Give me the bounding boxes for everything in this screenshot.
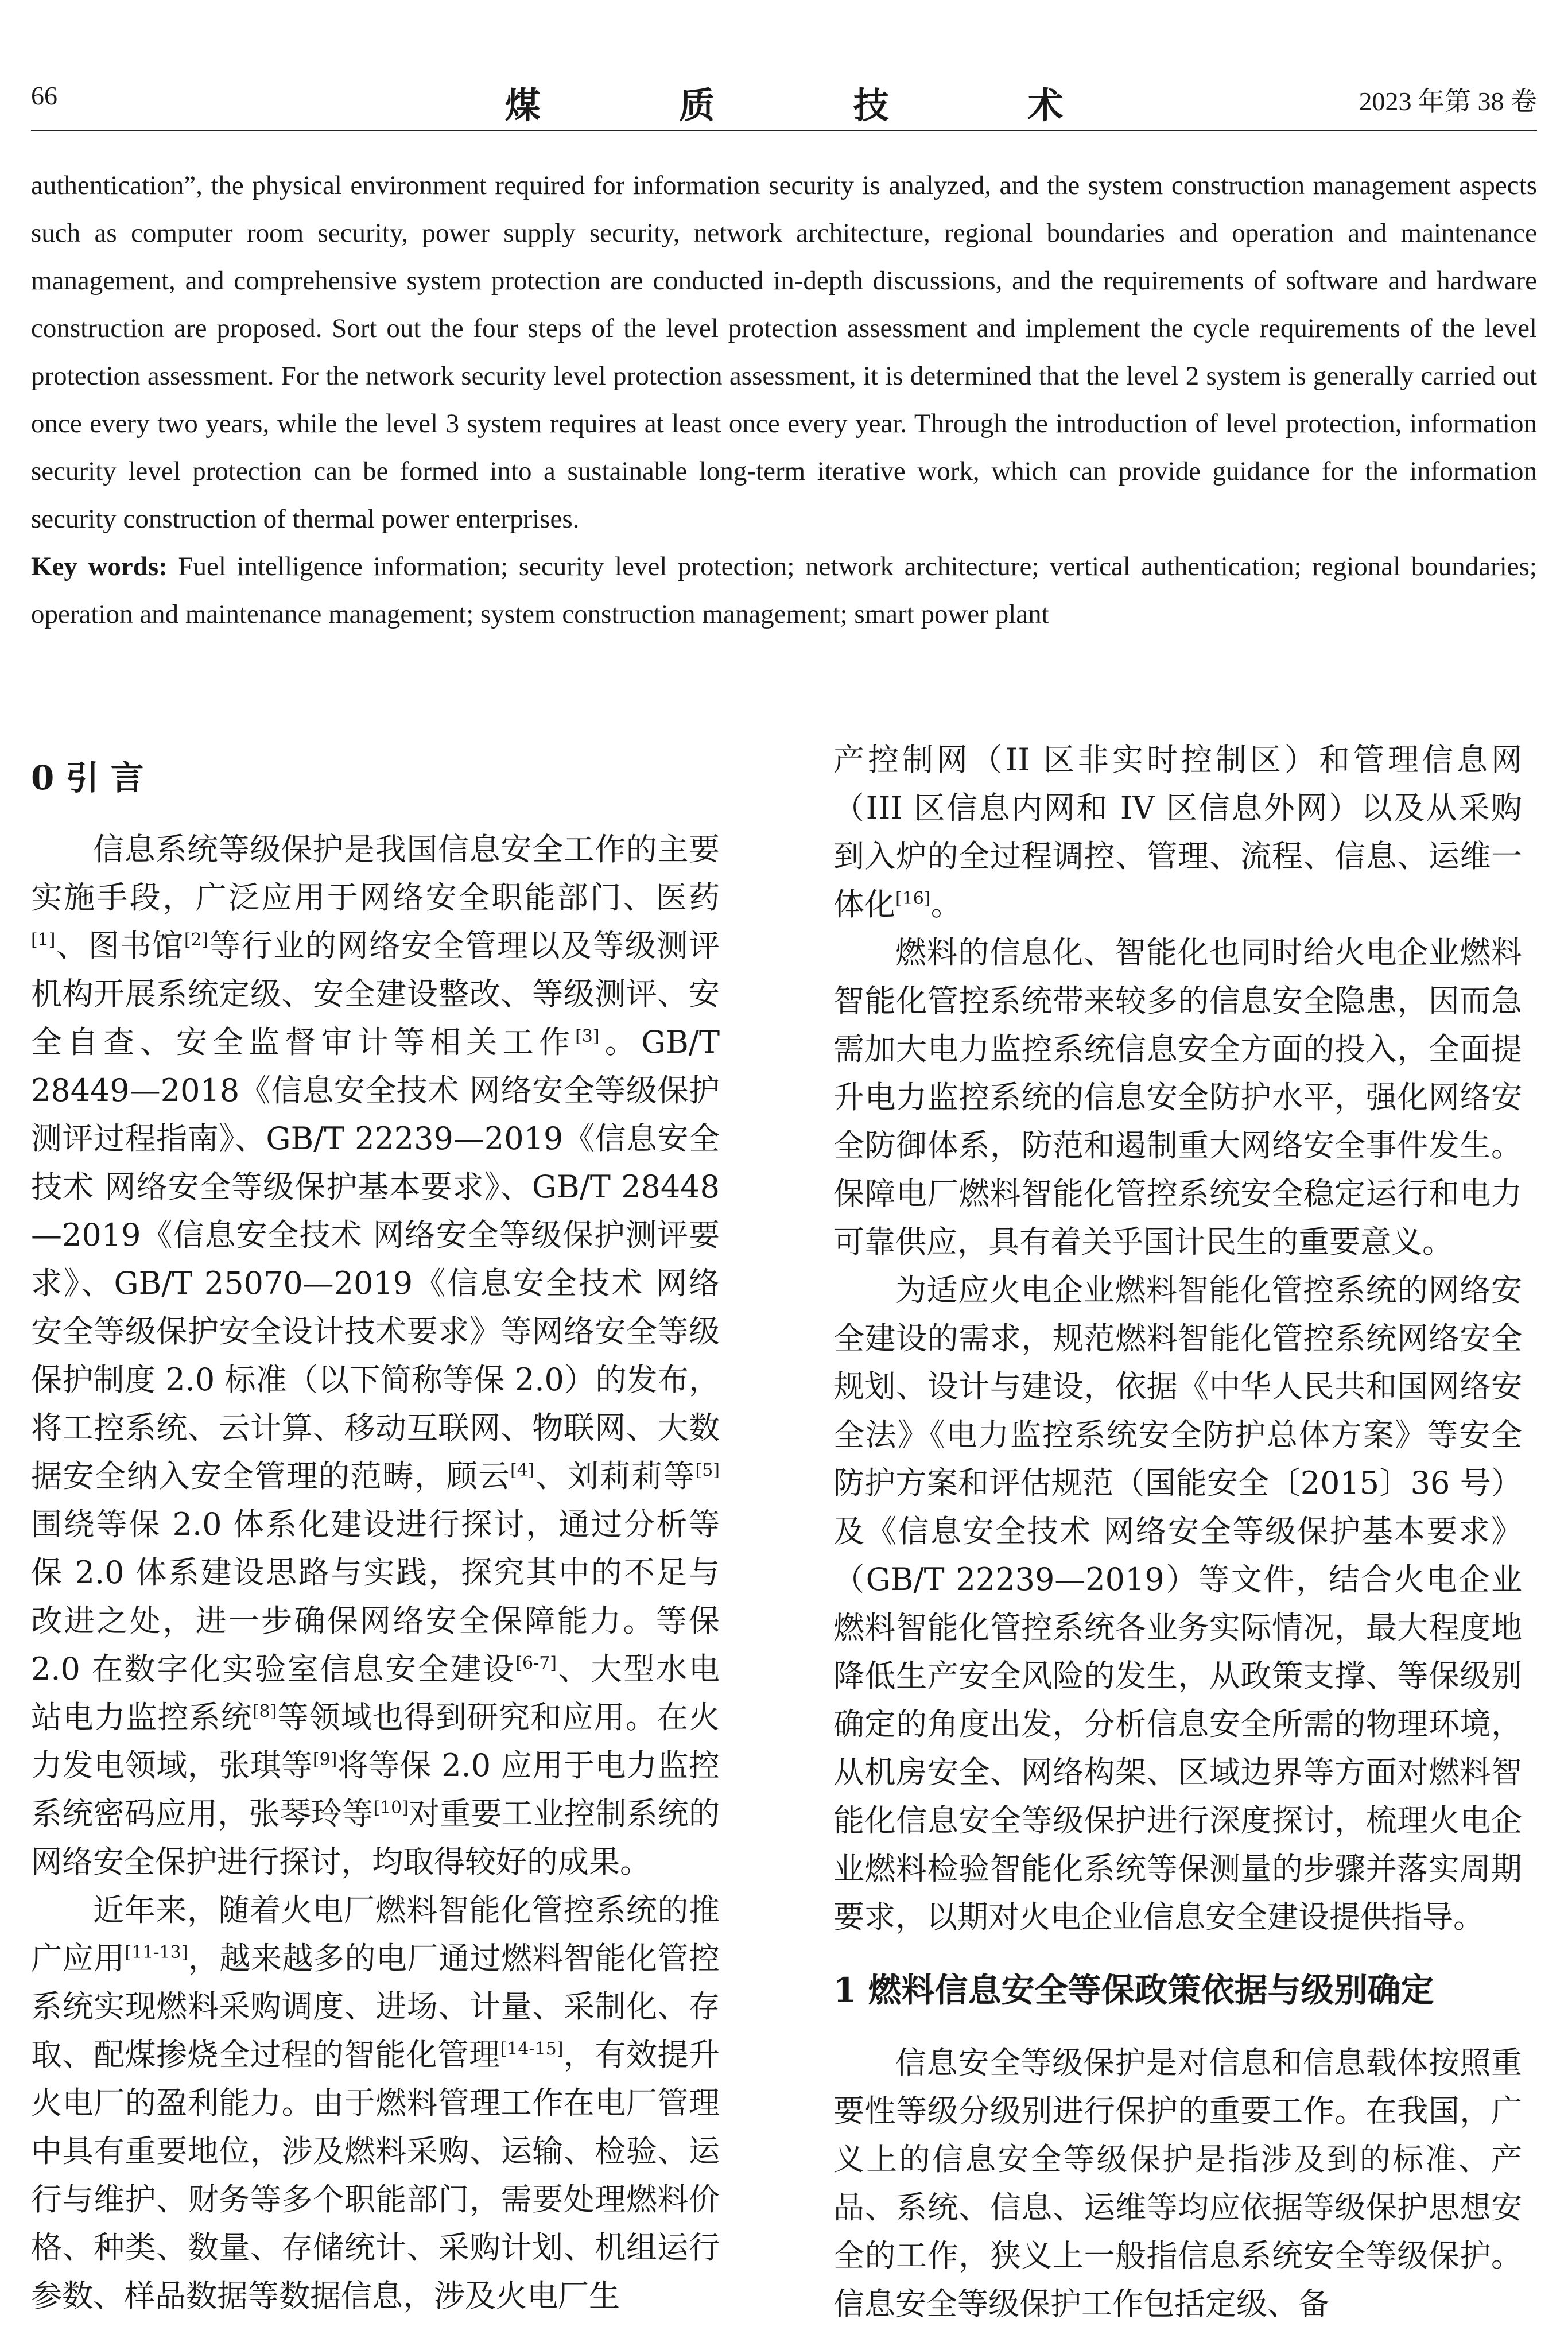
journal-title: 煤 质 技 术 xyxy=(504,84,1127,126)
section-1-title: 1 燃料信息安全等保政策依据与级别确定 xyxy=(833,1971,1434,2010)
keywords-label: Key words: xyxy=(31,552,168,581)
left-column xyxy=(31,740,720,2320)
right-column xyxy=(833,736,1522,2328)
paragraph-5: 信息安全等级保护是对信息和信息载体按照重要性等级分级别进行保护的重要工作。在我国，广义上的信息安全等级保护是指涉及到的标准、产品、系统、信息、运维等均应依据等级保护思想安全的工作，狭义上一般指信息系统安全等级保护。信息安全等级保护工作包括定级、备 xyxy=(833,2045,1522,2322)
paragraph-2: 近年来，随着火电厂燃料智能化管控系统的推广应用[11-13]，越来越多的电厂通过燃料智能化管控系统实现燃料采购调度、进场、计量、采制化、存取、配煤掺烧全过程的智能化管理[14-15]，有效提升火电厂的盈利能力。由于燃料管理工作在电厂管理中具有重要地位，涉及燃料采购、运输、检验、运行与维护、财务等多个职能部门，需要处理燃料价格、种类、数量、存储统计、采购计划、机组运行参数、样品数据等数据信息，涉及火电厂生 xyxy=(31,1892,720,2314)
volume-info: 2023 年第 38 卷 xyxy=(1359,87,1537,116)
page-number: 66 xyxy=(31,81,57,110)
english-abstract xyxy=(31,162,1537,638)
keywords-text: Fuel intelligence information; security level protection; network architecture; vertical authentication; regional boundaries; operation and maintenance management; system construction management; smart power plant xyxy=(31,552,1537,629)
citation[interactable]: [5] xyxy=(695,1460,720,1480)
citation[interactable]: [10] xyxy=(373,1798,409,1818)
citation[interactable]: [4] xyxy=(510,1460,535,1480)
citation[interactable]: [16] xyxy=(895,889,931,909)
header-rule xyxy=(31,130,1537,131)
citation[interactable]: [1] xyxy=(31,930,56,950)
citation[interactable]: [6-7] xyxy=(515,1653,557,1673)
citation[interactable]: [8] xyxy=(252,1701,277,1721)
running-header xyxy=(31,80,1537,132)
citation[interactable]: [9] xyxy=(312,1750,337,1770)
keywords-line xyxy=(31,543,1537,638)
citation[interactable]: [3] xyxy=(575,1026,600,1046)
section-0-title: 0 引 言 xyxy=(31,758,144,797)
paragraph-3: 燃料的信息化、智能化也同时给火电企业燃料智能化管控系统带来较多的信息安全隐患，因而急需加大电力监控系统信息安全方面的投入，全面提升电力监控系统的信息安全防护水平，强化网络安全防御体系，防范和遏制重大网络安全事件发生。保障电厂燃料智能化管控系统安全稳定运行和电力可靠供应，具有着关乎国计民生的重要意义。 xyxy=(833,934,1522,1260)
citation[interactable]: [11-13] xyxy=(125,1942,188,1963)
abstract-text: authentication”, the physical environment required for information security is analyzed, and the system construction management aspects such as computer room security, power supply security, network architecture, regional boundaries and operation and maintenance management, and comprehensive system protection are conducted in-depth discussions, and the requirements of software and hardware construction are proposed. Sort out the four steps of the level protection assessment and implement the cycle requirements of the level protection assessment. For the network security level protection assessment, it is determined that the level 2 system is generally carried out once every two years, while the level 3 system requires at least once every year. Through the introduction of level protection, information security level protection can be formed into a sustainable long-term iterative work, which can provide guidance for the information security construction of thermal power enterprises. xyxy=(31,170,1537,534)
citation[interactable]: [2] xyxy=(184,930,209,950)
citation[interactable]: [14-15] xyxy=(500,2039,564,2059)
paragraph-2-continued: 产控制网（II 区非实时控制区）和管理信息网（III 区信息内网和 IV 区信息外网）以及从采购到入炉的全过程调控、管理、流程、信息、运维一体化[16]。 xyxy=(833,742,1522,922)
paragraph-4: 为适应火电企业燃料智能化管控系统的网络安全建设的需求，规范燃料智能化管控系统网络安全规划、设计与建设，依据《中华人民共和国网络安全法》《电力监控系统安全防护总体方案》等安全防护方案和评估规范（国能安全〔2015〕36 号）及《信息安全技术 网络安全等级保护基本要求》（GB/T 22239—2019）等文件，结合火电企业燃料智能化管控系统各业务实际情况，最大程度地降低生产安全风险的发生，从政策支撑、等保级别确定的角度出发，分析信息安全所需的物理环境，从机房安全、网络构架、区域边界等方面对燃料智能化信息安全等级保护进行深度探讨，梳理火电企业燃料检验智能化系统等保测量的步骤并落实周期要求，以期对火电企业信息安全建设提供指导。 xyxy=(833,1272,1522,1935)
paragraph-1: 信息系统等级保护是我国信息安全工作的主要实施手段，广泛应用于网络安全职能部门、医药[1]、图书馆[2]等行业的网络安全管理以及等级测评机构开展系统定级、安全建设整改、等级测评、安全自查、安全监督审计等相关工作[3]。GB/T 28449—2018《信息安全技术 网络安全等级保护测评过程指南》、GB/T 22239—2019《信息安全技术 网络安全等级保护基本要求》、GB/T 28448—2019《信息安全技术 网络安全等级保护测评要求》、GB/T 25070—2019《信息安全技术 网络安全等级保护安全设计技术要求》等网络安全等级保护制度 2.0 标准（以下简称等保 2.0）的发布，将工控系统、云计算、移动互联网、物联网、大数据安全纳入安全管理的范畴，顾云[4]、刘莉莉等[5]围绕等保 2.0 体系化建设进行探讨，通过分析等保 2.0 体系建设思路与实践，探究其中的不足与改进之处，进一步确保网络安全保障能力。等保 2.0 在数字化实验室信息安全建设[6-7]、大型水电站电力监控系统[8]等领域也得到研究和应用。在火力发电领域，张琪等[9]将等保 2.0 应用于电力监控系统密码应用，张琴玲等[10]对重要工业控制系统的网络安全保护进行探讨，均取得较好的成果。 xyxy=(31,831,720,1880)
